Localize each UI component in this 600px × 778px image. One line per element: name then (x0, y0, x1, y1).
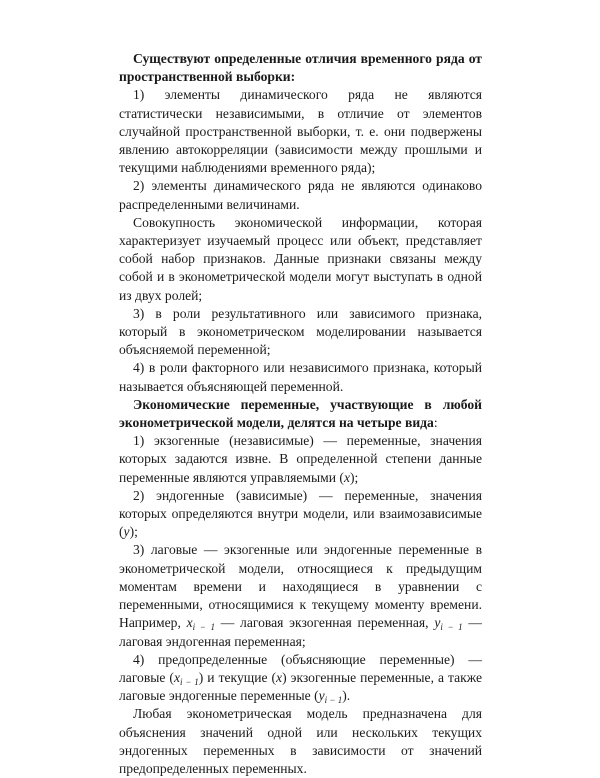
section-heading-differences: Существуют определенные отличия временного ряда от пространственной выборки: (119, 51, 482, 85)
text-run: ); (349, 469, 359, 485)
variable-type-exogenous (119, 432, 482, 487)
math-subscript: i − 1 (324, 695, 343, 706)
text-run: — лаговая эндогенная переменная; (119, 615, 483, 649)
math-subscript: i − 1 (180, 676, 199, 687)
list-item-1: 1) элементы динамического ряда не являются статистически независимыми, в отличие от элементов случайной пространственной выборки, т. е. они подвержены явлению автокорреляции (зависимости между прошлыми и текущими наблюдениями временного ряда); (119, 87, 482, 176)
text-run: 2) эндогенные (зависимые) — переменные, значения которых определяются внутри модели, или взаимозависимые ( (119, 487, 482, 540)
document-page (119, 50, 482, 778)
list-item-3: 3) в роли результативного или зависимого признака, который в эконометрическом моделировании называется объясняемой переменной; (119, 305, 482, 358)
text-run: 4) предопределенные (объясняющие переменные) — лаговые ( (119, 651, 482, 685)
text-run: ). (342, 688, 351, 704)
math-var: x (276, 669, 283, 685)
heading-colon: : (433, 415, 438, 431)
list-item-4: 4) в роли факторного или независимого признака, который называется объясняющей переменной. (119, 360, 482, 394)
math-var: x (186, 615, 193, 631)
text-run: 1) экзогенные (независимые) — переменные, значения которых задаются извне. В определенной степени данные переменные являются управляемыми ( (119, 433, 482, 485)
text-run: ) экзогенные переменные, а также лаговые эндогенные переменные ( (119, 669, 482, 704)
section-heading-variables (119, 396, 482, 432)
math-var: x (343, 469, 350, 485)
heading-text: Экономические переменные, участвующие в любой эконометрической модели, делятся на четыре вида (119, 396, 482, 431)
paragraph-model-purpose: Любая эконометрическая модель предназначена для объяснения значений одной или нескольких текущих эндогенных переменных в зависимости от значений предопределенных переменных. (119, 706, 482, 776)
math-var: x (173, 669, 181, 685)
text-run: ); (129, 524, 138, 540)
math-var: y (123, 524, 130, 540)
text-run: ) и текущие ( (198, 669, 277, 685)
variable-type-predetermined (119, 651, 482, 706)
math-subscript: i − 1 (440, 622, 463, 633)
variable-type-lagged (119, 541, 482, 650)
list-item-2: 2) элементы динамического ряда не являются одинаково распределенными величинами. (119, 178, 482, 212)
paragraph-economic-info: Совокупность экономической информации, которая характеризует изучаемый процесс или объект, представляет собой набор признаков. Данные признаки связаны между собой и в эконометрической модели могут выступать в одной из двух ролей; (119, 214, 482, 303)
text-run: — лаговая экзогенная переменная, (214, 615, 435, 631)
math-var: y (434, 615, 441, 631)
math-subscript: i − 1 (192, 622, 215, 633)
variable-type-endogenous (119, 487, 482, 542)
math-var: y (318, 688, 325, 704)
text-run: 3) лаговые — экзогенные или эндогенные переменные в эконометрической модели, относящиеся к предыдущим моментам времени и находящиеся в уравнении с переменными, относящимися к текущему моменту времени. Например, (119, 542, 482, 631)
